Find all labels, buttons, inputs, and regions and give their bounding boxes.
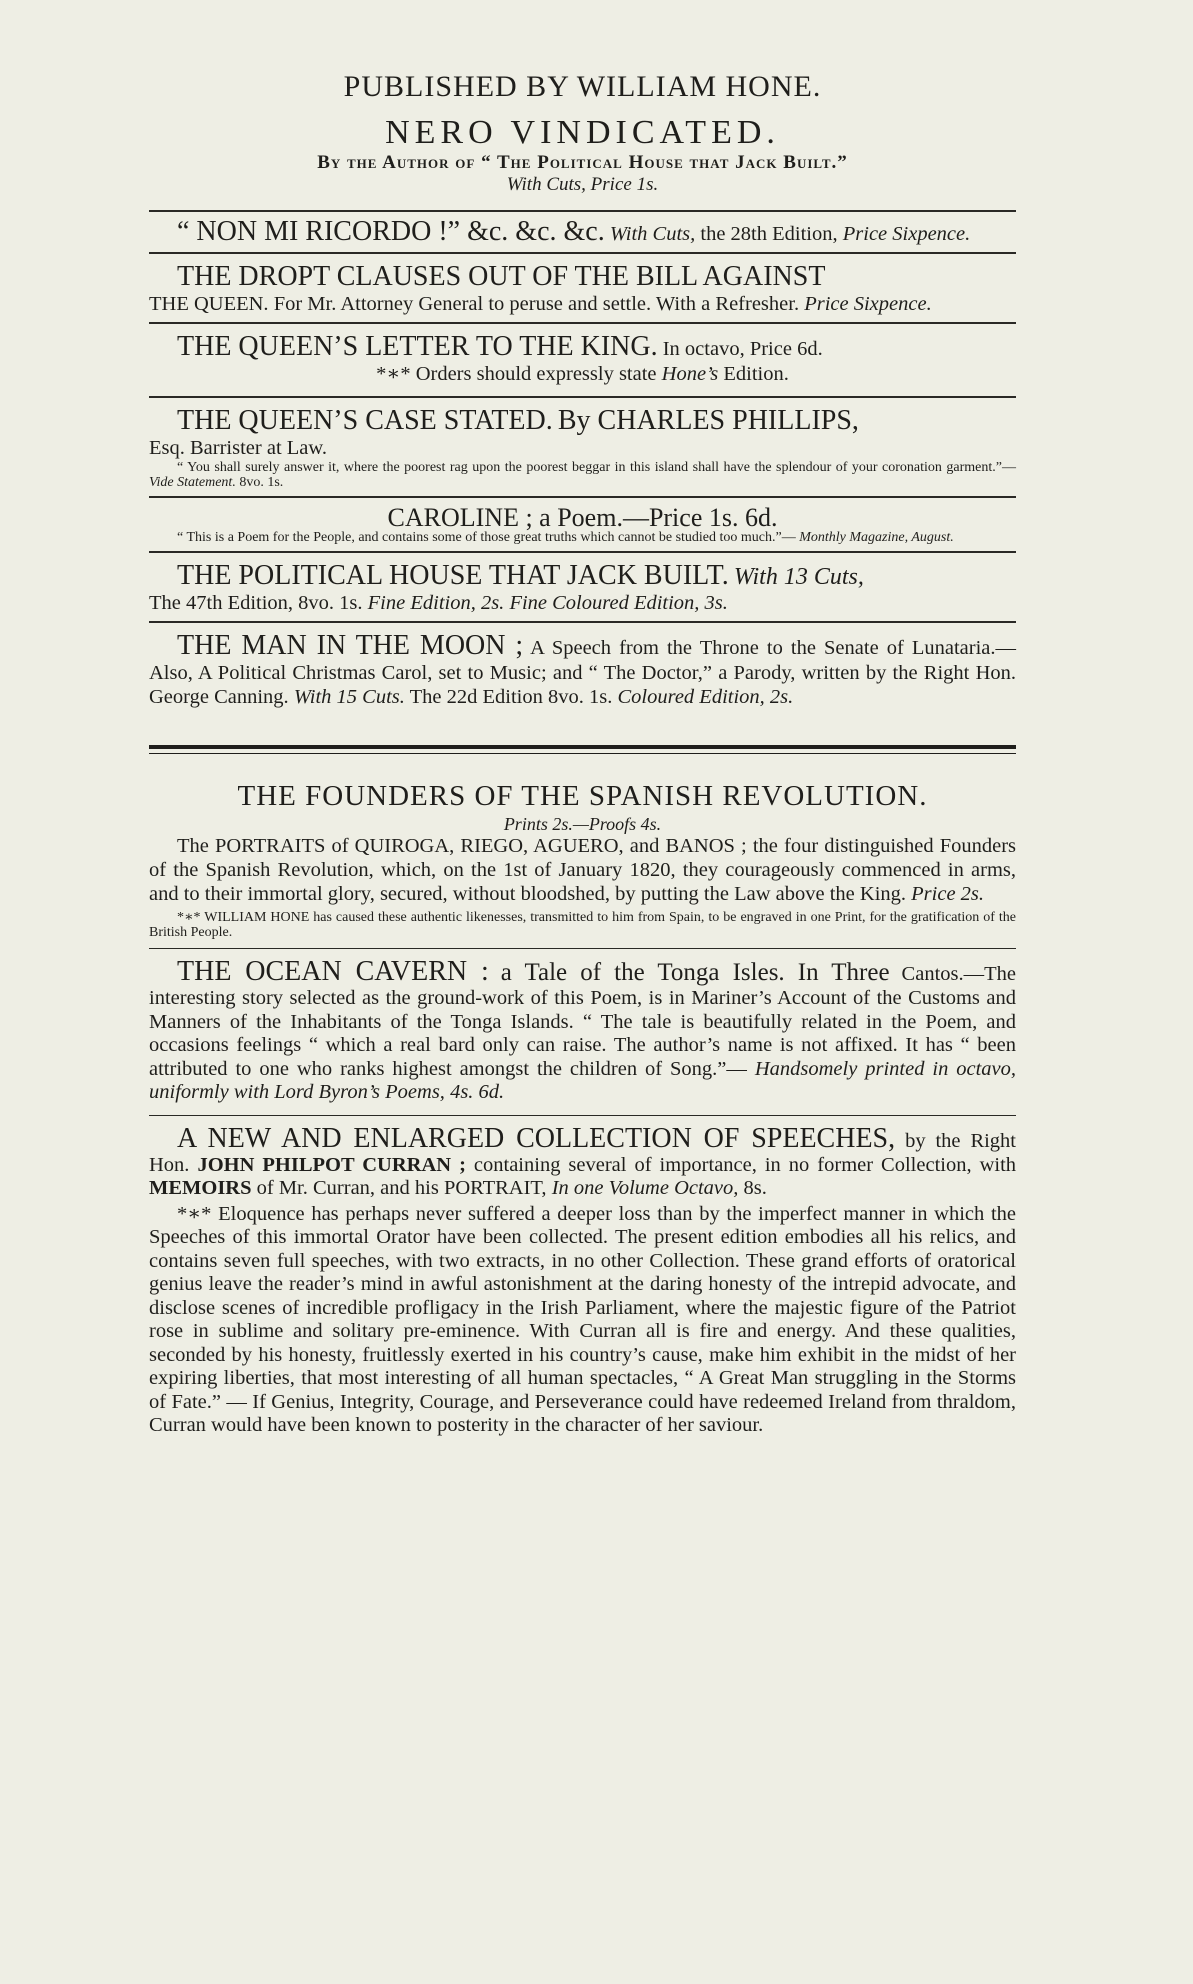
case-quote: “ You shall surely answer it, where the poorest rag upon the poorest beggar in this island shall have the splendour of your coronation garment.”— [177,460,1016,475]
ocean-body: Cantos.—The interesting story selected as the ground-work of this Poem, is in Mariner’s Account of the Customs and Manners of the Inhabitants of the Tonga Islands. “ The tale is beautifully related in the Poem, and occasions feelings “ which a real bard only can raise. The author’s name is not affixed. It has “ been attributed to one who ranks highest amongst the children of Song.”— [149,963,1016,1080]
case-entry [149,406,1016,490]
curran-price: 8s. [743,1177,767,1199]
founders-lead: The PORTRAITS of QUIROGA, RIEGO, AGUERO, and BANOS ; [177,835,747,857]
curran-containing: containing several of importance, in no former Collection, with [473,1153,1017,1176]
ricordo-cuts: With Cuts, [609,223,696,245]
case-price: 8vo. 1s. [239,475,284,490]
letter-title: THE QUEEN’S LETTER TO THE KING. [177,331,658,362]
political-cuts: With 13 Cuts, [733,564,864,590]
founders-entry [149,780,1016,940]
caroline-source: Monthly Magazine, August. [799,530,954,545]
ocean-price: 4s. 6d. [450,1081,505,1103]
case-title: THE QUEEN’S CASE STATED. [177,405,553,436]
moon-body: A Speech from the Throne to the Senate of Lunataria.—Also, A Political Christmas Carol, set to Music; and “ The Doctor,” a Parody, written by the Right Hon. George Canning. [149,637,1016,708]
curran-of: of Mr. Curran, and his [256,1177,439,1199]
curran-by: by the Right Hon. [149,1129,1017,1176]
caroline-entry [149,503,1016,545]
political-coloured: Fine Coloured Edition, 3s. [509,592,728,614]
ricordo-entry [149,216,1016,247]
dropt-title: THE DROPT CLAUSES OUT OF THE BILL AGAINST [177,261,826,292]
political-title: THE POLITICAL HOUSE THAT JACK BUILT. [177,560,729,591]
letter-note-end: Edition. [723,363,789,385]
case-source: Vide Statement. [149,475,236,490]
nero-byline: By the Author of “ The Political House that Jack Built.” [317,152,848,173]
ricordo-edition: the 28th Edition, [700,223,838,245]
curran-volume: In one Volume Octavo, [551,1177,739,1199]
moon-edition: The 22d Edition 8vo. 1s. [409,686,613,708]
founders-title: THE FOUNDERS OF THE SPANISH REVOLUTION. [237,780,928,812]
letter-entry [149,332,1016,386]
ocean-subtitle: a Tale of the Tonga Isles. In Three [500,959,890,986]
divider [149,551,1016,553]
divider [149,210,1016,212]
letter-price: In octavo, Price 6d. [662,338,823,360]
double-rule [149,745,1016,749]
dropt-price: Price Sixpence. [804,293,932,315]
curran-portrait: PORTRAIT, [443,1177,547,1199]
publisher-heading: PUBLISHED BY WILLIAM HONE. [343,70,822,103]
divider [149,1115,1016,1116]
founders-prints: Prints 2s.—Proofs 4s. [503,814,662,834]
political-entry [149,561,1016,615]
nero-entry [149,114,1016,196]
nero-title: NERO VINDICATED. [385,114,780,151]
founders-note: *∗* WILLIAM HONE has caused these authentic likenesses, transmitted to him from Spain, to be engraved in one Print, for the gratification of the British People. [149,910,1016,940]
political-edition: The 47th Edition, 8vo. 1s. [149,592,363,614]
ricordo-price: Price Sixpence. [842,223,971,245]
letter-note: *∗* Orders should expressly state [376,363,657,385]
dropt-entry [149,262,1016,316]
dropt-body: For Mr. Attorney General to peruse and settle. With a Refresher. [273,293,800,315]
moon-title: THE MAN IN THE MOON ; [177,630,524,661]
divider [149,621,1016,623]
ocean-title: THE OCEAN CAVERN : [177,956,489,987]
founders-body: the four distinguished Founders of the Spanish Revolution, which, on the 1st of January 1820, they courageously commenced in arms, and to their immortal glory, secured, without bloodshed, by putting the Law above the King. [149,835,1016,905]
nero-price: With Cuts, Price 1s. [506,174,659,195]
moon-cuts: With 15 Cuts. [293,686,405,708]
curran-title: A NEW AND ENLARGED COLLECTION OF SPEECHES, [177,1122,896,1154]
divider [149,322,1016,324]
ocean-printed: Handsomely printed in octavo, uniformly with Lord Byron’s Poems, [149,1057,1017,1103]
letter-note-hone: Hone’s [661,363,719,385]
case-esq: Esq. Barrister at Law. [149,437,327,459]
case-author: By CHARLES PHILLIPS, [557,405,859,436]
dropt-lead: THE QUEEN. [149,293,269,315]
moon-coloured: Coloured Edition, 2s. [617,686,794,708]
divider [149,948,1016,949]
curran-name: JOHN PHILPOT CURRAN ; [197,1153,466,1176]
caroline-quote: “ This is a Poem for the People, and contains some of those great truths which cannot be studied too much.”— [177,530,796,545]
curran-memoirs: MEMOIRS [149,1177,252,1199]
divider [149,496,1016,498]
ricordo-title: “ NON MI RICORDO !” &c. &c. &c. [177,216,605,247]
curran-entry [149,1124,1016,1438]
founders-price: Price 2s. [911,883,985,905]
caroline-title: CAROLINE ; a Poem.—Price 1s. 6d. [387,503,778,532]
curran-note: *∗* Eloquence has perhaps never suffered a deeper loss than by the imperfect manner in which the Speeches of this immortal Orator have been collected. The present edition embodies all his relics, and contains seven full speeches, with two extracts, in no other Collection. These grand efforts of oratorical genius leave the reader’s mind in awful astonishment at the daring honesty of the intrepid advocate, and disclose scenes of incredible profligacy in the Irish Parliament, where the majestic figure of the Patriot rose in sublime and solitary pre-eminence. With Curran all is fire and energy. And these qualities, seconded by his honesty, fruitlessly exerted in his country’s cause, make him exhibit in the midst of her expiring liberties, that most interesting of all human spectacles, “ A Great Man struggling in the Storms of Fate.” — If Genius, Integrity, Courage, and Perseverance could have redeemed Ireland from thraldom, Curran would have been known to posterity in the character of her saviour. [149,1202,1016,1436]
divider [149,252,1016,254]
ocean-entry [149,957,1016,1105]
divider [149,396,1016,398]
double-rule-thin [149,753,1016,754]
text-column [149,70,1016,1438]
political-fine: Fine Edition, 2s. [367,592,505,614]
moon-entry [149,631,1016,709]
